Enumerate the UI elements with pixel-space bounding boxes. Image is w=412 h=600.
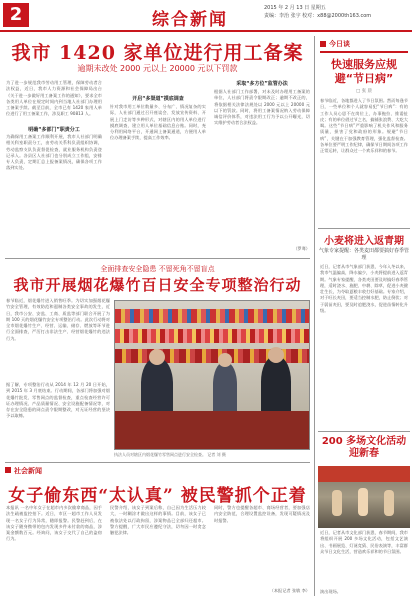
story1-credit: （罗骞） — [293, 246, 310, 251]
story3-headline: 女子偷东西“太认真” 被民警抓个正着 — [8, 486, 307, 506]
person-head — [218, 353, 232, 367]
story3-col3-text: 同时，警方也提醒各超市、商场经营者，要加强店内安全防范，合理设置监控设备，发现可疑情况及时报警。 — [214, 505, 310, 523]
section-marker-icon — [5, 467, 11, 473]
story2-kicker: 全面排查安全隐患 不留死角不留盲点 — [100, 265, 215, 273]
story1-col3-text: 根据人社部门工作部署，对未及时办理用工备案的单位，人社部门将责令限期改正；逾期不改正的，将依据相关法律法规处以 2000 元以上 20000 元以下的罚款。同时，将用工备案情况纳入劳动保障诚信评价体系，对违法用工行为予以公开曝光，切实维护劳动者合法权益。 — [214, 89, 310, 126]
divider — [5, 462, 310, 463]
story2-headline: 我市开展烟花爆竹百日安全专项整治行动 — [13, 276, 302, 294]
story3-col2-text: 民警介绍，该女子到案后称，自己因为生活压力较大，一时糊涂才做出这样的事情。目前，该女子已被依法处以行政拘留，涉案物品已全部归还超市。警方提醒，广大市民应遵纪守法，切勿因一时贪念触犯法律。 — [110, 505, 206, 536]
sidebar-culture-photo — [318, 466, 410, 528]
story1-subhead-a: 明确“多部门”职责分工 — [28, 127, 80, 133]
sidebar-culture-title: 200 多场文化活动迎新春 — [321, 436, 407, 459]
sidebar-essay-title: 快速服务应规避“节日病” — [331, 58, 397, 85]
story1-subhead-c: 采取“多方位”监管办法 — [236, 81, 288, 87]
story2-photo — [114, 300, 310, 450]
story3-col1-text: 本报讯 一名中年女子在超市内多次偷拿商品，因手法生疏被监控拍下。近日，市区一超市工作人员发现一名女子行为异常，随即报警。民警赶到后，在该女子随身携带的包内发现多件未付款的商品，涉案金额数百元。经询问，该女子交代了自己的盗窃行为。 — [6, 505, 102, 542]
issue-date: 2015 年 2 月 13 日 星期五 — [264, 5, 326, 11]
divider — [318, 431, 410, 432]
column-separator — [314, 36, 315, 596]
shelf-goods — [115, 329, 309, 343]
sidebar-story-body: 近日，记者从市气象部门获悉，今年入冬以来，我市气温偏高，降水偏少，小麦将提前进入返青期。气象专家提醒，各类麦田要及时搞好春季管理，适时浇水、施肥、中耕、除草，促进小麦健壮生长，为夺取夏粮丰收打好基础。专家介绍，对于旺长麦田，要适当控制水肥，防止倒伏；对于弱苗麦田，要及时追肥浇水，促进苗情转化升级。 — [320, 264, 408, 314]
story2-photo-caption: 执法人员对辖区内烟花爆竹零售网点进行安全检查。 记者 刘 摄 — [114, 452, 226, 457]
masthead-rule — [0, 30, 412, 32]
sidebar-essay-author: □ 张 晨 — [355, 89, 373, 94]
officer-head — [149, 349, 165, 365]
performer-figure — [384, 490, 394, 516]
story1-subhead-b: 开启“多渠道”摸底调查 — [132, 96, 184, 102]
issue-info — [264, 4, 409, 20]
stage-banner — [318, 466, 410, 482]
sidebar-story-title: 小麦将进入返青期 — [324, 236, 404, 247]
story3-credit: （本报记者 张敏 李） — [269, 588, 310, 593]
story1-col2-text: 针对我市用工单位数量多、分布广、情况复杂的实际，人社部门通过召开座谈会、发放宣传资料、开展上门走访等多种形式，对辖区内的用人单位进行摸底调查，建立用人单位基础信息台账。同时，充分利用网络平台，开通网上备案通道，方便用人单位办理备案手续，提高工作效率。 — [110, 104, 206, 141]
issue-editors: 责编：李治 张宇 校对：x88@2000th163.com — [264, 13, 372, 19]
page-number: 2 — [3, 3, 29, 27]
sidebar-today-label — [320, 39, 408, 53]
today-label-text: 今日谈 — [329, 40, 350, 48]
section-title: 综合新闻 — [152, 10, 228, 30]
shop-counter — [115, 411, 309, 449]
story1-col1-text: 为了进一步规范我市劳动用工管理，保障劳动者合法权益，近日，我市人力资源和社会保障局出台《关于进一步做好用工备案工作的通知》，要求全市各类用人单位在规定时间内到当地人社部门办理用工备案手续。截至目前，全市已有 1420 家用人单位进行了用工备案工作，涉及职工 90813 人。 — [6, 80, 102, 117]
sidebar-story-subtitle: 气象专家提醒：各类麦田都要搞好春季管理 — [318, 248, 409, 261]
story1-headline: 我市 1420 家单位进行用工备案 — [11, 42, 304, 64]
section-label-text: 社会新闻 — [14, 467, 42, 475]
officer-head — [268, 347, 284, 363]
story2-col1-text: 春节临近，烟花爆竹进入销售旺季。为切实加强烟花爆竹安全管理，有效防范和遏制各类安全事故的发生，近日，我市公安、安监、工商、质监等部门联合开展了为期 100 天的烟花爆竹安全专项整治行动。此次行动将对全市烟花爆竹生产、经营、运输、储存、燃放等环节进行全面排查，严厉打击非法生产、经营烟花爆竹的违法行为。 — [6, 298, 110, 341]
sidebar-culture-caption: 演出现场。 — [320, 589, 341, 594]
story1-col1b-text: 为确保用工备案工作顺利开展，我市人社部门明确相关科室职责分工，由劳动关系科负责组织协调，劳动监察支队负责督促检查，就业服务机构负责登记录入。各县区人社部门也分别成立工作组，安排专人负责，定期汇总上报备案情况，确保各项工作落到实处。 — [6, 134, 102, 171]
sidebar-essay-body: 春节临近，各地都进入了节日氛围。然而每逢节日，一些单位和个人就容易犯“节日病”：有的工作人员心思不在岗位上，办事拖拉、推诿扯皮；有的单位借过节之名，搞铺张浪费、大吃大喝。这些“节日病”严重影响了机关作风和服务质量，损害了党和政府的形象。规避“节日病”，关键在于加强教育管理，强化监督检查。各单位要严明工作纪律，确保节日期间各项工作正常运转，让群众过一个欢乐祥和的春节。 — [320, 98, 408, 154]
performer-figure — [332, 490, 342, 516]
officer-figure — [261, 357, 291, 419]
person-figure — [213, 363, 237, 417]
sidebar-culture-body: 近日，记者从市文化部门获悉，春节期间，我市将组织开展 200 多场文化活动，包括文艺演出、书画展览、灯谜竞猜、民俗表演等，丰富群众节日文化生活，营造欢乐祥和的节日氛围。 — [320, 530, 408, 554]
story1-subheadline: 逾期未改处 2000 元以上 20000 元以下罚款 — [77, 64, 238, 73]
masthead — [0, 0, 412, 30]
section-label-social — [5, 466, 42, 476]
story2-col1b-text: 据了解，专项整治行动从 2014 年 12 月 20 日开始，到 2015 年 3 月底结束。行动期间，各部门将加强对烟花爆竹批发、零售网点的监督检查，重点检查经营许可证办理情况、产品质量情况、安全设施配备情况等，对存在安全隐患的网点责令限期整改，对无证经营的坚决予以取缔。 — [6, 382, 110, 419]
section-marker-icon — [320, 41, 326, 47]
divider — [318, 228, 410, 229]
shelf-goods — [115, 309, 309, 323]
performer-figure — [358, 488, 368, 516]
divider — [5, 258, 310, 259]
